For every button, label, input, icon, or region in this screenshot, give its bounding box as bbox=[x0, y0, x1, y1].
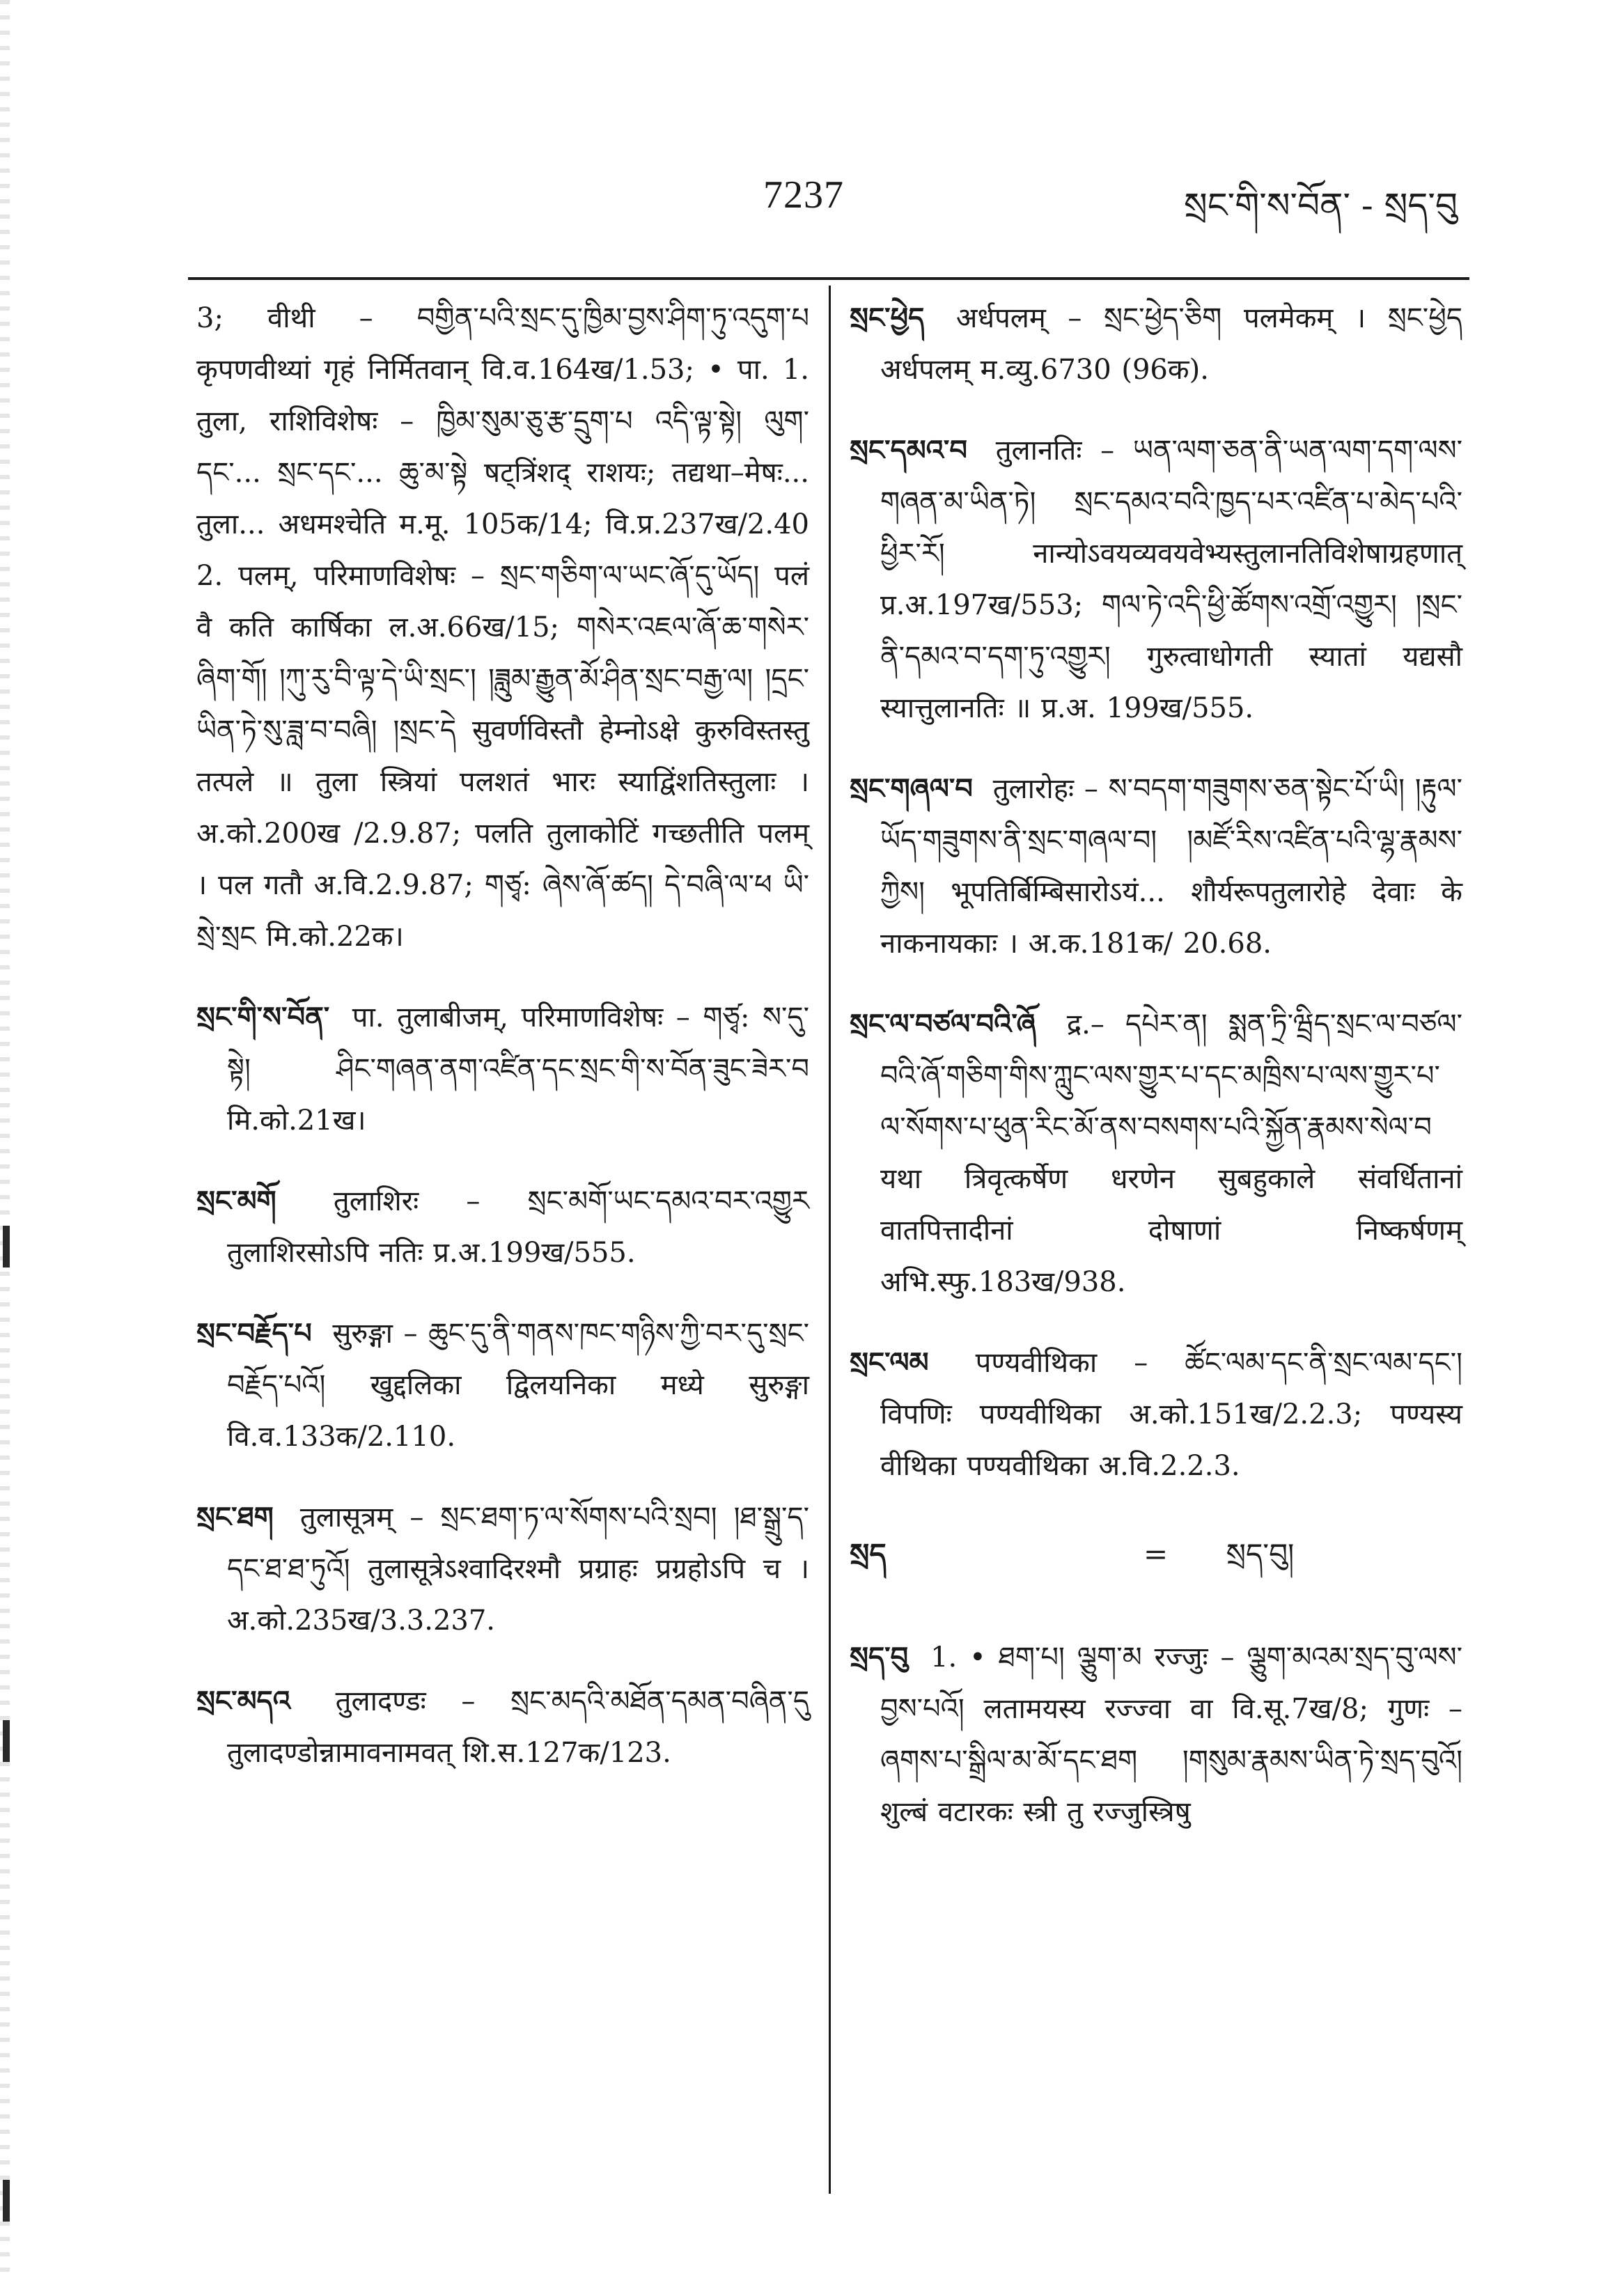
entry-headword: སྲང་གཞལ་བ bbox=[850, 772, 973, 805]
entry-headword: སྲང་ལམ bbox=[850, 1346, 929, 1379]
entry-headword: སྲད་བུ bbox=[850, 1641, 909, 1674]
entry-text: पण्यवीथिका – ཚོང་ལམ་དང་ནི་སྲང་ལམ་དང་། विपणिः पण्यवीथिका अ.को.151ख/2.2.3; पण्यस्य वीथिका पण्यवीथिका अ.वि.2.2.3. bbox=[880, 1347, 1463, 1482]
entry-text: तुलासूत्रम् – སྲང་ཐག་ཏ་ལ་སོགས་པའི་སྲབ། །ཐ་སྒྲུ་ད་དང་ཐ་ཐ་ཏུའོ། तुलासूत्रेऽश्वादिरश्मौ प्रग्राहः प्रग्रहोऽपि च । अ.को.235ख/3.3.237. bbox=[227, 1501, 809, 1637]
page-number: 7237 bbox=[763, 173, 844, 217]
cross-ref-term: སྲད bbox=[850, 1537, 887, 1571]
dictionary-entry bbox=[196, 1676, 809, 1779]
entry-headword: སྲང་གི་ས་བོན་ bbox=[196, 1001, 330, 1033]
dictionary-entry bbox=[196, 1492, 809, 1646]
entry-text: तुलादण्डः – སྲང་མདའི་མཐོན་དམན་བཞིན་དུ तुलादण्डोन्नामावनामवत् शि.स.127क/123. bbox=[227, 1685, 809, 1769]
entry-text: 3; वीथी – བགྱིན་པའི་སྲང་དུ་ཁྱིམ་བྱས་ཤིག་ཏུ་འདུག་པ कृपणवीथ्यां गृहं निर्मितवान् वि.व.164ख/1.53; • पा. 1. तुला, राशिविशेषः – ཁྱིམ་སུམ་ཅུ་རྩ་དྲུག་པ འདི་ལྟ་སྟེ། ལུག་དང་... སྲང་དང་... ཆུ་མ་སྟེ षट्त्रिंशद् राशयः; तद्यथा–मेषः... तुला... अधमश्चेति म.मू. 105क/14; वि.प्र.237ख/2.40 2. पलम्, परिमाणविशेषः – སྲང་གཅིག་ལ་ཡང་ཞོ་དུ་ཡོད། पलं वै कति कार्षिका ल.अ.66ख/15; གསེར་འཇལ་ཞོ་ཆ་གསེར་ཞིག་གོ། །ཀུ་རུ་བི་ལྟ་དེ་ཡི་སྲང་། །ཟླུམ་རྒྱུན་མོ་ཤིན་སྲང་བརྒྱ་ལ། །དྲང་ཡིན་ཏེ་སུ་ཟླ་བ་བཞི། །སྲང་དེ सुवर्णविस्तौ हेम्नोऽक्षे कुरुविस्तस्तु तत्पले ॥ तुला स्त्रियां पलशतं भारः स्याद्विंशतिस्तुलाः । अ.को.200ख /2.9.87; पलति तुलाकोटिं गच्छतीति पलम् । पल गतौ अ.वि.2.9.87; གཙྭ: ཞེས་ཞོ་ཚད། དེ་བཞི་ལ་ཕ ཡི་སྲེ་སྲང मि.को.22क। bbox=[196, 302, 809, 953]
entry-text: तुलारोहः – ས་བདག་གཟུགས་ཅན་སྟེང་པོ་ཡི། །རྟུལ་ཡོད་གཟུགས་ནི་སྲང་གཞལ་བ། །མཛོ་རིས་འཛིན་པའི་ལྷ་རྣམས་ཀྱིས། भूपतिर्बिम्बिसारोऽयं... शौर्यरूपतुलारोहे देवाः के नाकनायकाः । अ.क.181क/ 20.68. bbox=[880, 773, 1462, 960]
entry-headword: སྲང་ལ་བཙལ་བའི་ཞོ bbox=[850, 1008, 1036, 1040]
entry-text: सुरुङ्गा – ཆུང་དུ་ནི་གནས་ཁང་གཉིས་ཀྱི་བར་དུ་སྲང་བརྗོད་པའོ། खुद्दलिका द्विलयनिका मध्ये सुरुङ्गा वि.व.133क/2.110. bbox=[227, 1318, 809, 1453]
left-column bbox=[196, 292, 809, 1808]
entry-text: द्र.– དཔེར་ན། སྨན་ཏྲི་ཝྲིད་སྲང་ལ་བཙལ་བའི་ཞོ་གཅིག་གིས་ཀླུང་ལས་གྱུར་པ་དང་མཁྲིས་པ་ལས་གྱུར་པ་ལ་སོགས་པ་ཕུན་རིང་མོ་ནས་བསགས་པའི་སྐྱོན་རྣམས་སེལ་བ यथा त्रिवृत्कर्षेण धरणेन सुबहुकाले संवर्धितानां वातपित्तादीनां दोषाणां निष्कर्षणम् अभि.स्फु.183ख/938. bbox=[880, 1008, 1463, 1298]
dictionary-entry bbox=[850, 1632, 1462, 1838]
cross-ref-target: སྲད་བུ། bbox=[1226, 1537, 1295, 1571]
column-divider bbox=[829, 286, 831, 2194]
dictionary-entry bbox=[850, 292, 1462, 396]
entry-text: तुलानतिः – ཡན་ལག་ཅན་ནི་ཡན་ལག་དག་ལས་གཞན་མ་ཡིན་ཏེ། སྲང་དམའ་བའི་ཁྱད་པར་འཛིན་པ་མེད་པའི་ཕྱིར་རོ། नान्योऽवयव्यवयवेभ्यस्तुलानतिविशेषाग्रहणात् प्र.अ.197ख/553; གལ་ཏེ་འདི་ཕྱི་ཚོགས་འགྲོ་འགྱུར། །སྲང་ནི་དམའ་བ་དག་ཏུ་འགྱུར། गुरुत्वाधोगती स्यातां यद्यसौ स्यात्तुलानतिः ॥ प्र.अ. 199ख/555. bbox=[880, 435, 1462, 724]
entry-text: अर्धपलम् – སྲང་ཕྱེད་ཅིག पलमेकम् । སྲང་ཕྱེད अर्धपलम् म.व्यु.6730 (96क). bbox=[880, 302, 1462, 386]
entry-text: 1. • ཐག་པ། ལྕུག་མ रज्जुः – ལྕུག་མའམ་སྲད་བུ་ལས་བྱས་པའོ། लतामयस्य रज्ज्वा वा वि.सू.7ख/8; गुणः – ཞགས་པ་སྒྲིལ་མ་མོ་དང་ཐག །གསུམ་རྣམས་ཡིན་ཏེ་སྲད་བུའོ། शुल्बं वटारकः स्त्री तु रज्जुस्त्रिषु bbox=[880, 1641, 1462, 1828]
entry-headword: སྲང་དམའ་བ bbox=[850, 434, 967, 467]
entry-text: पा. तुलाबीजम्, परिमाणविशेषः – གཙྭ: ས་དུ་སྟེ། ཤིང་གཞན་ནག་འཛིན་དང་སྲང་གི་ས་བོན་ཟུང་ཟེར་བ मि.को.21ख। bbox=[227, 1001, 809, 1137]
scan-margin-mark bbox=[3, 1720, 10, 1762]
dictionary-entry bbox=[850, 763, 1462, 969]
dictionary-entry bbox=[196, 992, 809, 1146]
dictionary-entry bbox=[196, 292, 809, 962]
entry-headword: སྲང་མདའ bbox=[196, 1685, 290, 1717]
right-column bbox=[850, 292, 1462, 1867]
scan-margin bbox=[0, 0, 10, 2278]
entry-headword: སྲང་མགོ bbox=[196, 1185, 276, 1217]
entry-headword: སྲང་ཐག bbox=[196, 1501, 274, 1534]
cross-reference bbox=[850, 1521, 1462, 1604]
scan-margin-mark bbox=[3, 2180, 10, 2222]
dictionary-entry bbox=[196, 1176, 809, 1279]
dictionary-entry bbox=[850, 999, 1462, 1308]
scan-margin-mark bbox=[3, 1226, 10, 1267]
entry-headword: སྲང་བརྗོད་པ bbox=[196, 1317, 312, 1350]
entry-text: तुलाशिरः – སྲང་མགོ་ཡང་དམའ་བར་འགྱུར तुलाशिरसोऽपि नतिः प्र.अ.199ख/555. bbox=[227, 1185, 809, 1269]
dictionary-entry bbox=[196, 1308, 809, 1462]
dictionary-entry bbox=[850, 1337, 1462, 1492]
header-rule bbox=[188, 277, 1469, 280]
entry-headword: སྲང་ཕྱེད bbox=[850, 302, 925, 334]
running-head: སྲང་གི་ས་བོན་ - སྲད་བུ bbox=[1184, 185, 1458, 226]
dictionary-entry bbox=[850, 425, 1462, 734]
cross-ref-symbol: = bbox=[1143, 1537, 1169, 1571]
